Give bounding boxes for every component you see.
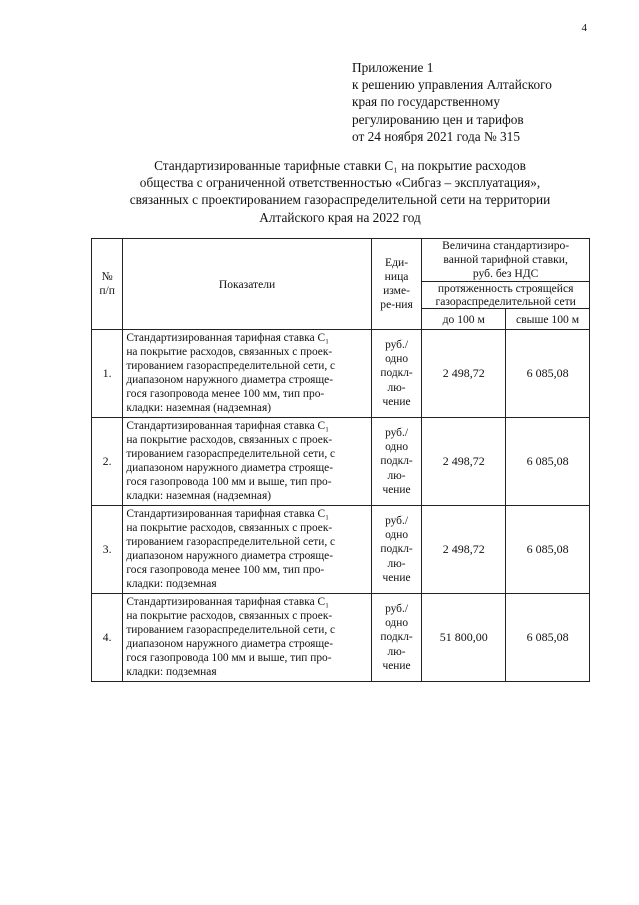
table-row [92,330,590,418]
row-num: 2. [92,418,123,506]
header-unit-line: Еди- [385,256,409,269]
page-number: 4 [581,22,587,34]
unit-line: одно [385,353,409,366]
row-indicator [123,594,371,682]
unit-line: руб./ [385,426,408,439]
unit-line: подкл- [380,543,413,556]
indicator-line: диапазоном наружного диаметра строяще- [126,550,333,562]
row-unit [371,594,422,682]
row-value-up-to-100: 51 800,00 [422,594,506,682]
appendix-line: к решению управления Алтайского [352,77,552,93]
unit-line: лю- [387,557,406,570]
title-line: общества с ограниченной ответственностью «Сибгаз – эксплуатация», [139,175,541,191]
table-row [92,506,590,594]
row-unit [371,418,422,506]
unit-line: руб./ [385,602,408,615]
row-value-up-to-100: 2 498,72 [422,418,506,506]
row-unit [371,506,422,594]
unit-line: лю- [387,469,406,482]
title-line: Стандартизированные тарифные ставки С₁ на покрытие расходов [154,158,526,173]
row-indicator [123,506,371,594]
header-value-group [422,239,590,282]
row-value-over-100: 6 085,08 [506,594,590,682]
indicator-line: тированием газораспределительной сети, с [126,360,336,373]
header-num-line: п/п [99,284,115,297]
indicator-line: кладки: наземная (надземная) [126,489,272,502]
table-row [92,594,590,682]
header-length-line: протяженность строящейся [437,282,574,295]
indicator-line: кладки: подземная [126,665,217,678]
unit-line: подкл- [380,455,413,468]
header-length-line: газораспределительной сети [435,295,576,308]
unit-line: одно [385,617,409,630]
header-num-line: № [101,270,113,283]
indicator-line: Стандартизированная тарифная ставка С₁ [126,420,330,433]
header-value-line: ванной тарифной ставки, [443,253,568,266]
header-range-2: свыше 100 м [506,309,590,330]
header-unit-line: изме- [383,284,411,297]
row-num: 1. [92,330,123,418]
indicator-line: диапазоном наружного диаметра строяще- [126,638,333,650]
indicator-line: гося газопровода менее 100 мм, тип про- [126,563,325,576]
indicator-line: диапазоном наружного диаметра строяще- [126,374,333,386]
unit-line: чение [382,395,411,408]
appendix-block [352,59,622,145]
unit-line: одно [385,441,409,454]
appendix-line: Приложение 1 [352,60,434,75]
header-unit-line: ре-ния [380,298,413,311]
row-value-up-to-100: 2 498,72 [422,506,506,594]
indicator-line: гося газопровода 100 мм и выше, тип про- [126,475,332,488]
header-unit [371,239,422,330]
row-value-up-to-100: 2 498,72 [422,330,506,418]
indicator-line: тированием газораспределительной сети, с [126,536,336,549]
unit-line: руб./ [385,514,408,527]
row-indicator [123,330,371,418]
row-value-over-100: 6 085,08 [506,506,590,594]
indicator-line: тированием газораспределительной сети, с [126,448,336,461]
appendix-line: края по государственному [352,94,500,110]
unit-line: чение [382,571,411,584]
indicator-line: на покрытие расходов, связанных с проек- [126,434,333,447]
title-line: связанных с проектированием газораспределительной сети на территории [129,192,551,208]
header-value-line: Величина стандартизиро- [442,239,570,252]
appendix-line: от 24 ноября 2021 года № 315 [352,128,520,144]
appendix-line: регулированию цен и тарифов [352,111,524,127]
unit-line: лю- [387,381,406,394]
unit-line: одно [385,529,409,542]
indicator-line: гося газопровода 100 мм и выше, тип про- [126,651,332,664]
header-length-group [422,282,590,309]
tariff-table [91,238,590,682]
unit-line: руб./ [385,338,408,351]
indicator-line: кладки: наземная (надземная) [126,401,272,414]
header-unit-line: ница [384,270,409,283]
row-num: 4. [92,594,123,682]
row-num: 3. [92,506,123,594]
indicator-line: кладки: подземная [126,577,217,590]
indicator-line: диапазоном наружного диаметра строяще- [126,462,333,474]
indicator-line: на покрытие расходов, связанных с проек- [126,522,333,535]
indicator-line: Стандартизированная тарифная ставка С₁ [126,508,330,521]
header-indicator: Показатели [123,239,371,330]
header-value-line: руб. без НДС [472,267,539,280]
row-indicator [123,418,371,506]
header-num [92,239,123,330]
table-header-row [92,239,590,282]
indicator-line: гося газопровода менее 100 мм, тип про- [126,387,325,400]
indicator-line: Стандартизированная тарифная ставка С₁ [126,332,330,345]
title-line: Алтайского края на 2022 год [259,209,421,225]
unit-line: чение [382,659,411,672]
document-title [92,157,588,226]
table-row [92,418,590,506]
header-range-1: до 100 м [422,309,506,330]
unit-line: подкл- [380,367,413,380]
indicator-line: на покрытие расходов, связанных с проек- [126,346,333,359]
unit-line: лю- [387,645,406,658]
indicator-line: Стандартизированная тарифная ставка С₁ [126,596,330,609]
indicator-line: на покрытие расходов, связанных с проек- [126,610,333,623]
indicator-line: тированием газораспределительной сети, с [126,624,336,637]
unit-line: подкл- [380,631,413,644]
row-unit [371,330,422,418]
row-value-over-100: 6 085,08 [506,418,590,506]
row-value-over-100: 6 085,08 [506,330,590,418]
unit-line: чение [382,483,411,496]
